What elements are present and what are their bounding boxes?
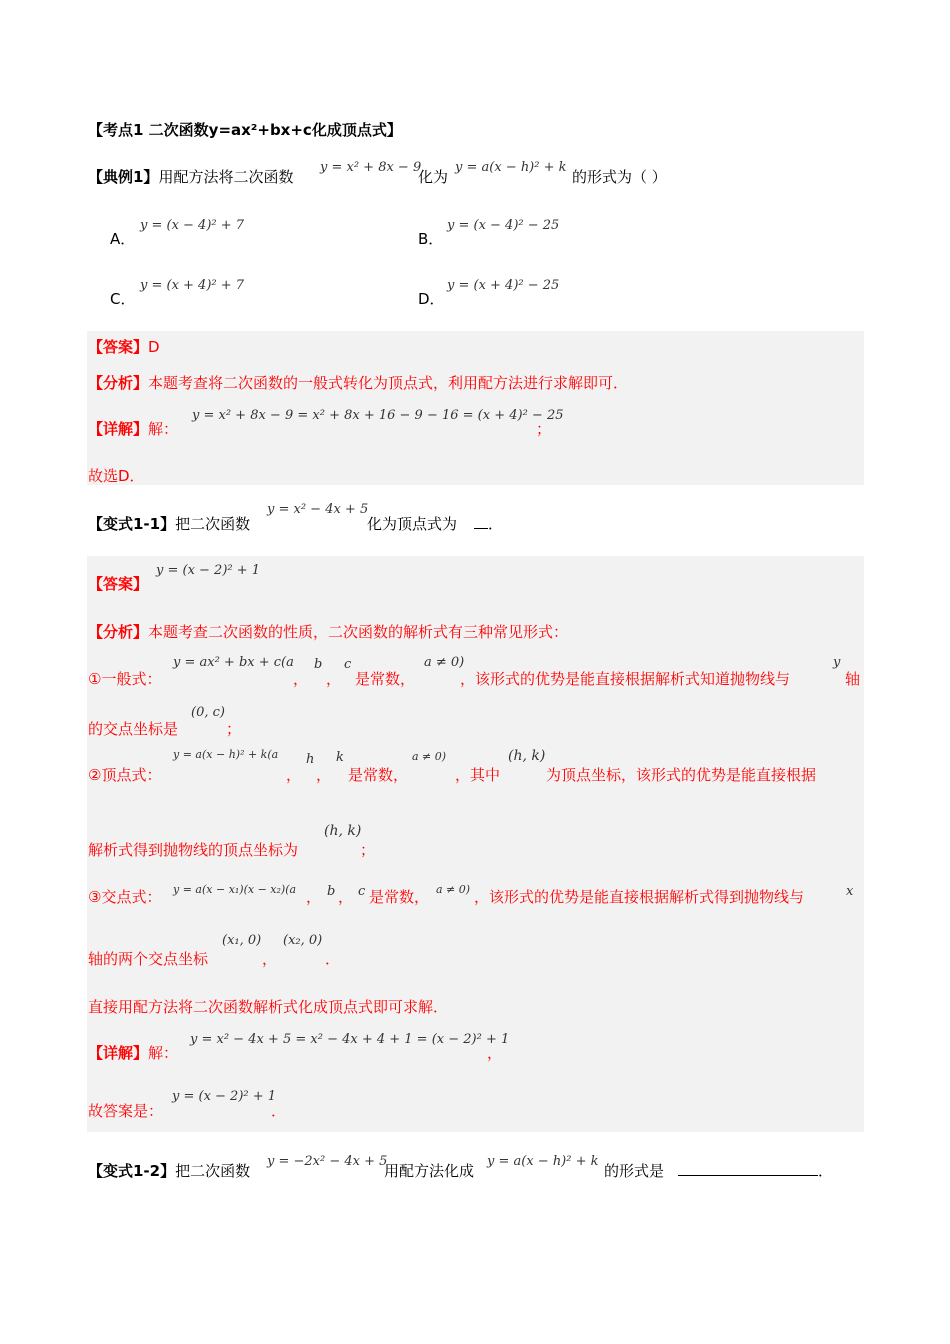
form-3-point2: (x₂, 0) xyxy=(283,933,323,948)
example-1-detail-end: ； xyxy=(536,420,552,438)
form-2-mid: ，其中 xyxy=(455,766,501,784)
form-2-const: 是常数， xyxy=(348,766,409,784)
form-2-formula: y = a(x − h)² + k(a xyxy=(173,748,279,761)
form-2-label: ②顶点式： xyxy=(88,766,162,784)
form-2-condition: a ≠ 0) xyxy=(412,750,447,763)
form-1-b: b xyxy=(314,657,323,672)
example-1-question xyxy=(88,166,293,187)
form-2-h: h xyxy=(306,752,315,767)
variant-1-2-text2: 用配方法化成 xyxy=(384,1162,475,1180)
detail-prefix: 解： xyxy=(148,1044,179,1062)
variant-1-2-blank[interactable] xyxy=(678,1160,833,1181)
option-a-letter: A． xyxy=(110,230,136,248)
option-b[interactable] xyxy=(418,228,443,249)
form-2-end: ； xyxy=(360,841,376,859)
variant-1-1-conclusion-formula: y = (x − 2)² + 1 xyxy=(172,1089,277,1104)
example-1-vertex-form: y = a(x − h)² + k xyxy=(455,160,567,175)
form-3-condition: a ≠ 0) xyxy=(436,883,471,896)
form-1-condition: a ≠ 0) xyxy=(424,655,465,670)
detail-label: 【详解】 xyxy=(88,1044,149,1062)
variant-1-1-detail xyxy=(88,1042,178,1063)
form-3-end: ． xyxy=(325,950,341,968)
form-3-tail: ，该形式的优势是能直接根据解析式得到抛物线与 xyxy=(474,888,805,906)
option-c[interactable] xyxy=(110,288,135,309)
variant-1-2-question xyxy=(88,1160,250,1181)
example-1-answer xyxy=(88,336,160,357)
form-3-const: 是常数， xyxy=(369,888,430,906)
form-1-label: ①一般式： xyxy=(88,670,162,688)
option-b-letter: B． xyxy=(418,230,444,248)
variant-1-2-label: 【变式1-2】 xyxy=(88,1162,176,1180)
form-3-comma2: ， xyxy=(338,888,354,906)
variant-1-1-blank[interactable] xyxy=(474,513,503,534)
example-1-function: y = x² + 8x − 9 xyxy=(320,160,422,175)
detail-prefix: 解： xyxy=(148,420,179,438)
example-1-conclusion: 故选D． xyxy=(88,467,145,485)
variant-1-1-answer-formula: y = (x − 2)² + 1 xyxy=(156,563,261,578)
form-1-const: 是常数， xyxy=(355,670,416,688)
example-1-detail xyxy=(88,418,178,439)
variant-1-1-text: 把二次函数 xyxy=(175,515,251,533)
answer-blank[interactable] xyxy=(678,1161,818,1176)
variant-1-1-end: ． xyxy=(488,515,504,533)
example-1-label: 【典例1】 xyxy=(88,168,159,186)
option-d-letter: D． xyxy=(418,290,445,308)
variant-1-1-text2: 化为顶点式为 xyxy=(367,515,458,533)
option-a[interactable] xyxy=(110,228,135,249)
form-1-formula: y = ax² + bx + c(a xyxy=(173,655,294,670)
form-3-comma1: ， xyxy=(306,888,322,906)
form-3-comma: ， xyxy=(262,950,278,968)
variant-1-1-analysis xyxy=(88,621,568,642)
variant-1-2-text: 把二次函数 xyxy=(175,1162,251,1180)
option-c-formula: y = (x + 4)² + 7 xyxy=(140,278,245,293)
variant-1-1-answer xyxy=(88,573,148,594)
form-2-line2: 解析式得到抛物线的顶点坐标为 xyxy=(88,841,299,859)
answer-label: 【答案】 xyxy=(88,338,149,356)
variant-1-1-conclusion: 故答案是： xyxy=(88,1102,164,1120)
method-text: 直接用配方法将二次函数解析式化成顶点式即可求解． xyxy=(88,998,449,1016)
answer-value: D xyxy=(148,338,160,356)
form-3-point1: (x₁, 0) xyxy=(222,933,262,948)
analysis-label: 【分析】 xyxy=(88,623,149,641)
variant-1-1-detail-end: ， xyxy=(487,1044,503,1062)
form-2-vertex: (h, k) xyxy=(508,748,546,764)
form-3-label: ③交点式： xyxy=(88,888,162,906)
form-3-x: x xyxy=(846,884,854,899)
section-title: 【考点1 二次函数y=ax²+bx+c化成顶点式】 xyxy=(88,121,402,139)
form-3-formula: y = a(x − x₁)(x − x₂)(a xyxy=(173,883,297,896)
form-2-k: k xyxy=(336,750,344,765)
variant-1-1-conclusion-end: ． xyxy=(271,1102,287,1120)
variant-1-1-question xyxy=(88,513,250,534)
variant-1-2-function: y = −2x² − 4x + 5 xyxy=(267,1154,388,1169)
option-d-formula: y = (x + 4)² − 25 xyxy=(447,278,560,293)
variant-1-1-detail-formula: y = x² − 4x + 5 = x² − 4x + 4 + 1 = (x − 2)² + 1 xyxy=(190,1032,510,1047)
form-3-line2: 轴的两个交点坐标 xyxy=(88,950,209,968)
form-1-c: c xyxy=(344,657,352,672)
form-1-point: (0, c) xyxy=(191,705,225,720)
example-1-text3: 的形式为（ ） xyxy=(572,168,667,186)
example-1-text: 用配方法将二次函数 xyxy=(158,168,294,186)
example-1-analysis xyxy=(88,372,628,393)
option-a-formula: y = (x − 4)² + 7 xyxy=(140,218,245,233)
variant-1-2-text3: 的形式是 xyxy=(604,1162,665,1180)
option-c-letter: C． xyxy=(110,290,136,308)
analysis-intro: 本题考查二次函数的性质，二次函数的解析式有三种常见形式： xyxy=(148,623,569,641)
answer-label: 【答案】 xyxy=(88,575,149,593)
form-2-comma1: ， xyxy=(286,766,302,784)
form-2-vertex2: (h, k) xyxy=(324,823,362,839)
option-d[interactable] xyxy=(418,288,445,309)
form-1-y: y xyxy=(833,655,841,670)
example-1-detail-formula: y = x² + 8x − 9 = x² + 8x + 16 − 9 − 16 = (x + 4)² − 25 xyxy=(192,408,564,423)
variant-1-1-label: 【变式1-1】 xyxy=(88,515,176,533)
variant-1-2-vertex-form: y = a(x − h)² + k xyxy=(487,1154,599,1169)
form-1-comma2: ， xyxy=(326,670,342,688)
analysis-label: 【分析】 xyxy=(88,374,149,392)
form-3-c: c xyxy=(358,884,366,899)
form-2-tail: 为顶点坐标，该形式的优势是能直接根据 xyxy=(546,766,817,784)
form-1-line2: 的交点坐标是 xyxy=(88,720,179,738)
variant-1-1-function: y = x² − 4x + 5 xyxy=(267,502,369,517)
form-1-tail: ，该形式的优势是能直接根据解析式知道抛物线与 xyxy=(460,670,791,688)
form-1-comma1: ， xyxy=(293,670,309,688)
detail-label: 【详解】 xyxy=(88,420,149,438)
form-1-axis: 轴 xyxy=(845,670,861,688)
variant-1-2-end: ． xyxy=(818,1162,834,1180)
example-1-text2: 化为 xyxy=(418,168,449,186)
option-b-formula: y = (x − 4)² − 25 xyxy=(447,218,560,233)
form-3-b: b xyxy=(327,884,336,899)
analysis-text: 本题考查将二次函数的一般式转化为顶点式，利用配方法进行求解即可． xyxy=(148,374,629,392)
form-2-comma2: ， xyxy=(316,766,332,784)
form-1-end: ； xyxy=(226,720,242,738)
answer-blank[interactable] xyxy=(474,514,488,529)
